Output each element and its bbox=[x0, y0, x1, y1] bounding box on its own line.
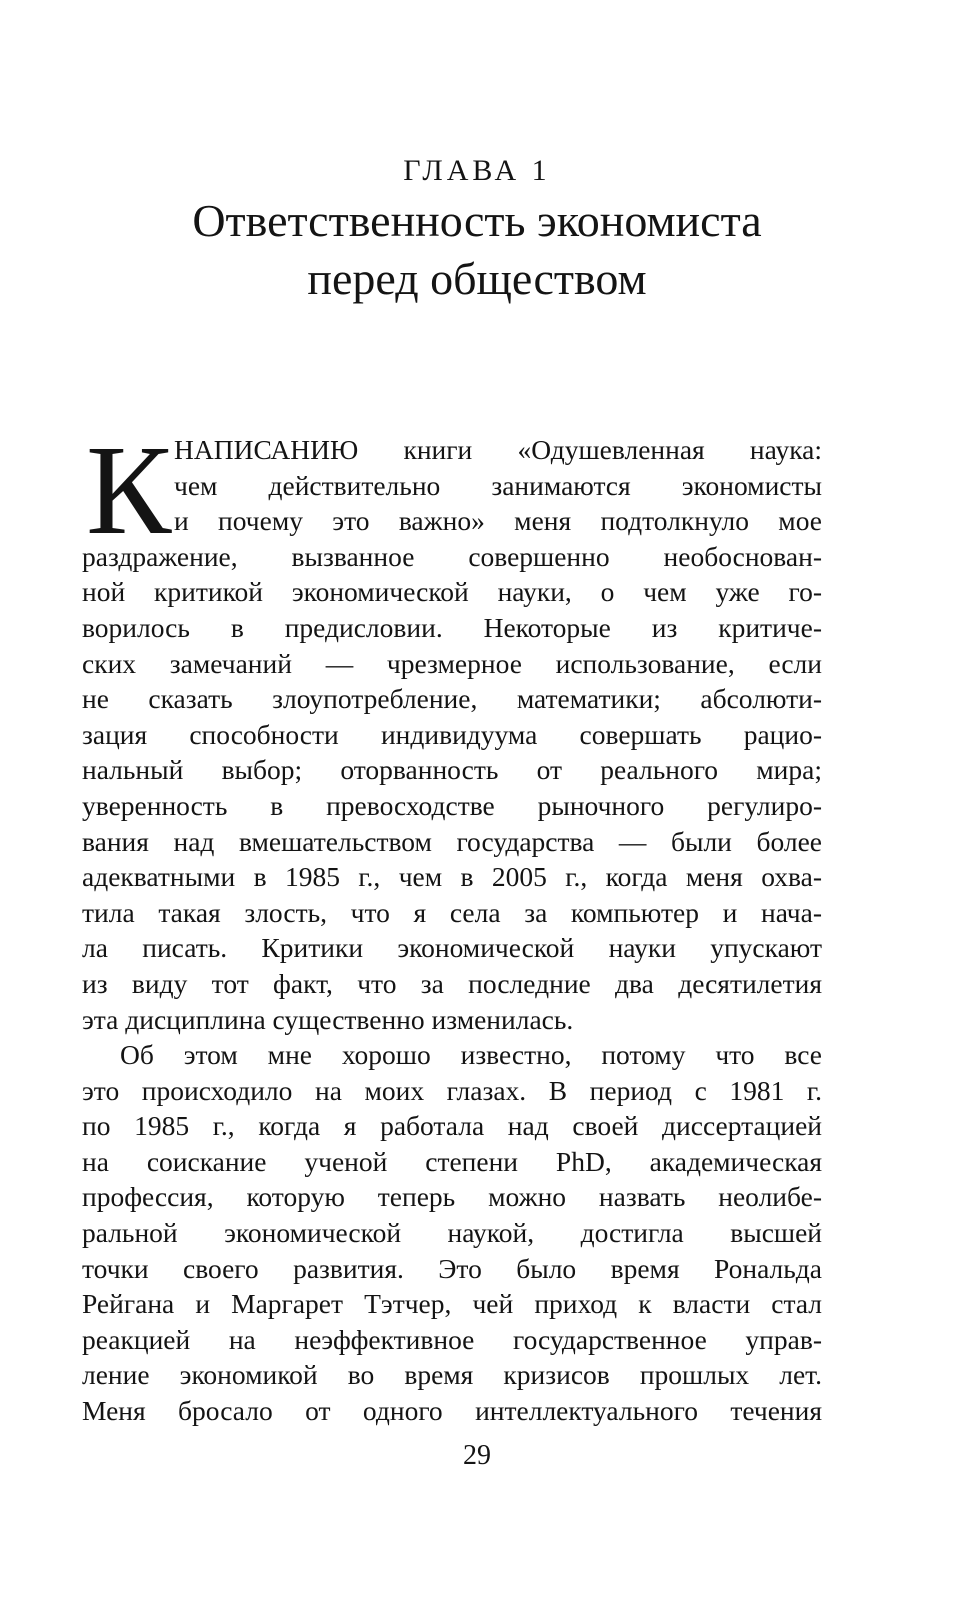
text-line: Об этом мне хорошо известно, потому что все bbox=[120, 1039, 822, 1071]
text-line: по 1985 г., когда я работала над своей диссертацией bbox=[82, 1110, 822, 1142]
text-line: чем действительно занимаются экономисты bbox=[174, 469, 822, 501]
text-line: ление экономикой во время кризисов прошлых лет. bbox=[82, 1359, 822, 1391]
page-number: 29 bbox=[463, 1440, 491, 1471]
text-line: ральной экономической наукой, достигла высшей bbox=[82, 1217, 822, 1249]
chapter-title bbox=[0, 192, 954, 308]
text-line: нальный выбор; оторванность от реального мира; bbox=[82, 754, 822, 786]
text-line: точки своего развития. Это было время Рональда bbox=[82, 1252, 822, 1284]
text-line: реакцией на неэффективное государственное управ- bbox=[82, 1323, 822, 1355]
text-line: тила такая злость, что я села за компьютер и нача- bbox=[82, 896, 822, 928]
drop-cap: К bbox=[86, 419, 172, 561]
text-line: ворилось в предисловии. Некоторые из критиче- bbox=[82, 611, 822, 643]
text-line: ских замечаний — чрезмерное использование, если bbox=[82, 647, 822, 679]
chapter-label: ГЛАВА 1 bbox=[403, 154, 551, 187]
text-line: и почему это важно» меня подтолкнуло мое bbox=[174, 505, 822, 537]
text-line: вания над вмешательством государства — были более bbox=[82, 825, 822, 857]
text-line: ной критикой экономической науки, о чем уже го- bbox=[82, 576, 822, 608]
text-line: не сказать злоупотребление, математики; абсолюти- bbox=[82, 683, 822, 715]
text-line: уверенность в превосходстве рыночного регулиро- bbox=[82, 789, 822, 821]
text-line: адекватными в 1985 г., чем в 2005 г., когда меня охва- bbox=[82, 861, 822, 893]
chapter-title-line-1: Ответственность экономиста bbox=[192, 195, 762, 246]
text-line: эта дисциплина существенно изменилась. bbox=[82, 1003, 574, 1035]
text-line: ла писать. Критики экономической науки упускают bbox=[82, 932, 822, 964]
text-line: из виду тот факт, что за последние два десятилетия bbox=[82, 967, 822, 999]
text-line: на соискание ученой степени PhD, академическая bbox=[82, 1145, 822, 1177]
chapter-title-line-2: перед обществом bbox=[307, 253, 647, 304]
text-line: зация способности индивидуума совершать рацио- bbox=[82, 718, 822, 750]
text-line: это происходило на моих глазах. В период с 1981 г. bbox=[82, 1074, 822, 1106]
text-line: Меня бросало от одного интеллектуального течения bbox=[82, 1395, 822, 1427]
body-text bbox=[82, 419, 822, 1429]
text-line: НАПИСАНИЮ книги «Одушевленная наука: bbox=[174, 434, 822, 465]
text-line: профессия, которую теперь можно назвать неолибе- bbox=[82, 1181, 822, 1213]
text-line: Рейгана и Маргарет Тэтчер, чей приход к власти стал bbox=[82, 1288, 822, 1320]
text-line: раздражение, вызванное совершенно необоснован- bbox=[82, 540, 822, 572]
